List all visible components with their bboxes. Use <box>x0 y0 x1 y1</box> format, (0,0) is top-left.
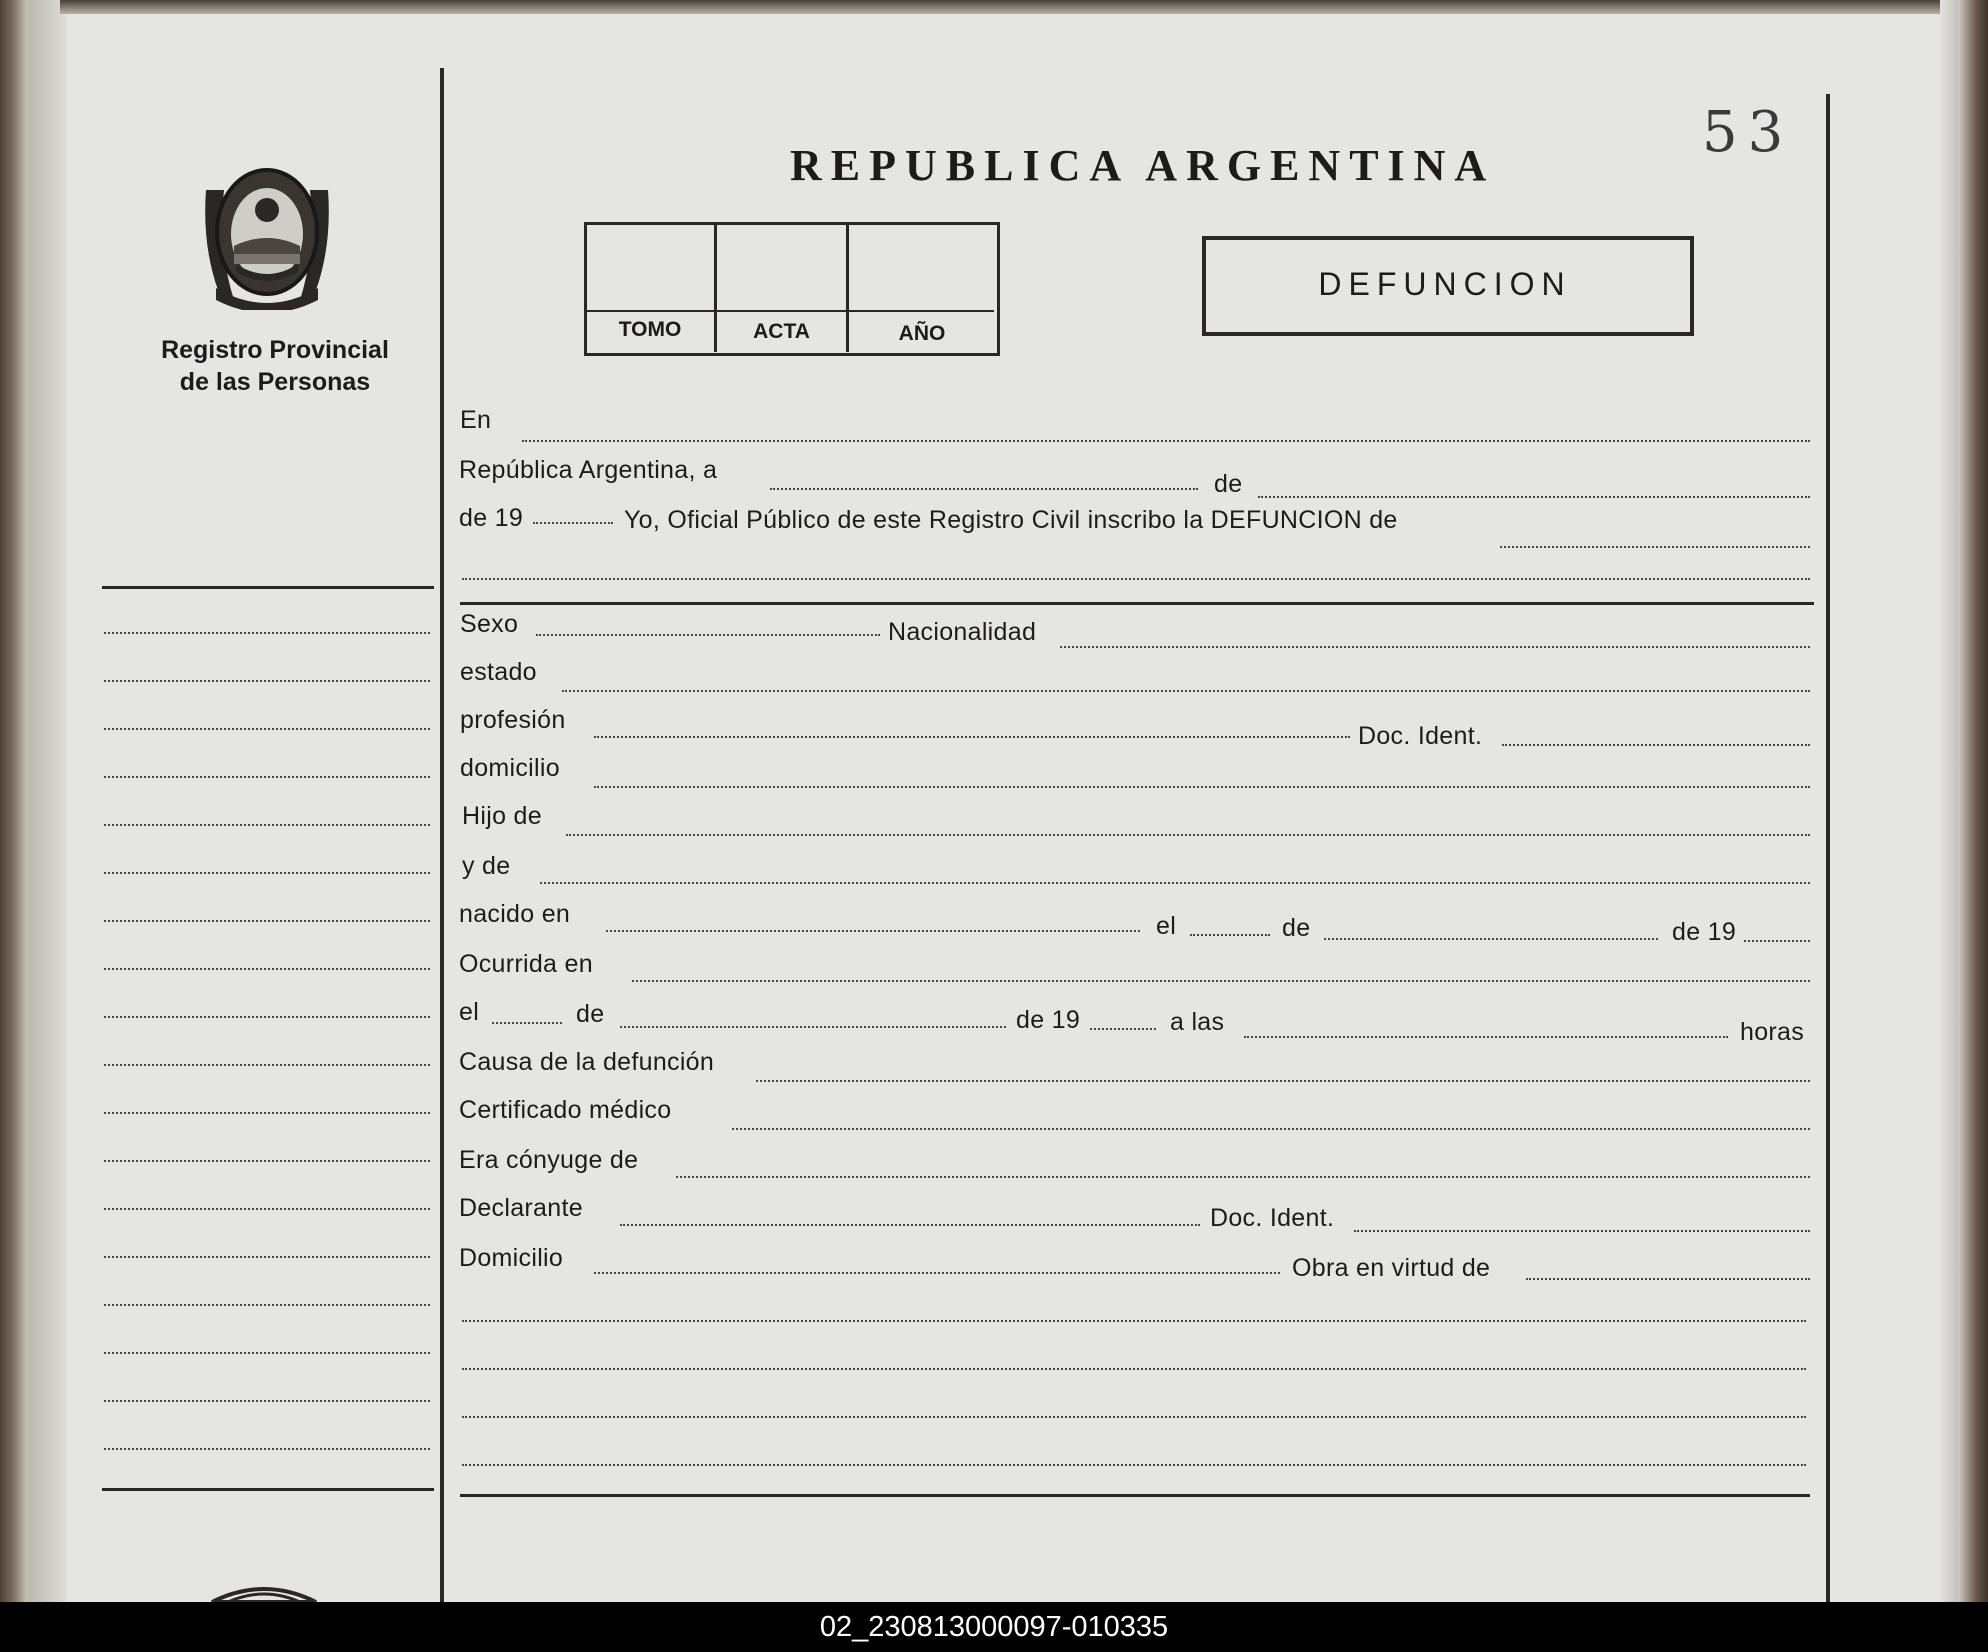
registry-line-1: Registro Provincial <box>161 336 389 364</box>
label-ocurrida-en: Ocurrida en <box>459 950 593 978</box>
label-estado: estado <box>460 658 537 686</box>
label-a-las: a las <box>1170 1008 1225 1036</box>
margin-note-line <box>104 1160 430 1162</box>
field-profesion[interactable] <box>594 736 1350 738</box>
document-type-label: DEFUNCION <box>1318 266 1572 302</box>
field-observaciones-line[interactable] <box>462 1320 1806 1322</box>
record-box-label-line <box>586 310 994 312</box>
field-domicilio-2[interactable] <box>594 1272 1280 1274</box>
margin-note-line <box>104 824 430 826</box>
label-yo: Yo, Oficial Público de este Registro Civil inscribo la DEFUNCION de <box>624 506 1398 534</box>
margin-note-line <box>104 632 430 634</box>
label-domicilio-2: Domicilio <box>459 1244 564 1272</box>
registry-line-2: de las Personas <box>179 368 371 396</box>
label-obra: Obra en virtud de <box>1292 1254 1491 1282</box>
label-en: En <box>460 406 492 434</box>
label-nacido-en: nacido en <box>459 900 571 928</box>
field-observaciones-line[interactable] <box>462 1464 1806 1466</box>
label-el: el <box>1156 912 1177 940</box>
label-profesion: profesión <box>460 706 566 734</box>
label-de-19-2: de 19 <box>1016 1006 1081 1034</box>
field-death-day[interactable] <box>492 1022 562 1024</box>
book-spine <box>0 0 28 1602</box>
margin-note-line <box>104 1256 430 1258</box>
field-day[interactable] <box>770 488 1198 490</box>
provincial-seal-partial <box>208 1584 320 1602</box>
margin-note-line <box>104 1064 430 1066</box>
label-de-19: de 19 <box>1672 918 1737 946</box>
margin-note-line <box>104 1208 430 1210</box>
margin-bottom-rule <box>102 1488 434 1491</box>
field-certificado[interactable] <box>732 1128 1810 1130</box>
tomo-label: TOMO <box>618 318 682 341</box>
margin-note-line <box>104 1112 430 1114</box>
ano-label: AÑO <box>898 322 946 345</box>
label-doc-ident: Doc. Ident. <box>1358 722 1483 750</box>
label-de-month: de <box>1214 470 1243 498</box>
label-certificado: Certificado médico <box>459 1096 672 1124</box>
label-conyuge: Era cónyuge de <box>459 1146 639 1174</box>
label-el-2: el <box>459 998 480 1026</box>
margin-note-line <box>104 1352 430 1354</box>
label-de-2: de <box>576 1000 605 1028</box>
label-de: de <box>1282 914 1311 942</box>
field-observaciones-line[interactable] <box>462 1416 1806 1418</box>
label-causa: Causa de la defunción <box>459 1048 715 1076</box>
label-nacionalidad: Nacionalidad <box>888 618 1037 646</box>
field-birth-month[interactable] <box>1324 938 1658 940</box>
field-death-year[interactable] <box>1090 1028 1156 1030</box>
field-estado[interactable] <box>562 690 1810 692</box>
provincial-seal <box>194 150 340 310</box>
margin-note-line <box>104 1400 430 1402</box>
label-republica: República Argentina, a <box>459 456 718 484</box>
page-right-edge <box>1940 0 1958 1602</box>
field-sexo[interactable] <box>536 634 880 636</box>
margin-note-line <box>104 680 430 682</box>
field-death-month[interactable] <box>620 1026 1006 1028</box>
field-month[interactable] <box>1258 496 1810 498</box>
field-deceased-name-cont[interactable] <box>462 578 1810 580</box>
field-nacionalidad[interactable] <box>1060 646 1810 648</box>
field-deceased-name[interactable] <box>1500 546 1810 548</box>
label-horas: horas <box>1740 1018 1805 1046</box>
field-conyuge[interactable] <box>676 1176 1810 1178</box>
field-declarante[interactable] <box>620 1224 1200 1226</box>
margin-note-line <box>104 968 430 970</box>
margin-note-line <box>104 776 430 778</box>
field-domicilio[interactable] <box>594 786 1810 788</box>
label-sexo: Sexo <box>460 610 519 638</box>
field-death-place[interactable] <box>632 980 1810 982</box>
registry-name <box>140 334 410 398</box>
field-causa[interactable] <box>756 1080 1810 1082</box>
previous-page-edge <box>28 0 66 1602</box>
book-top-edge <box>60 0 1960 14</box>
right-border <box>1826 94 1830 1602</box>
field-mother[interactable] <box>540 882 1810 884</box>
field-death-hour[interactable] <box>1244 1036 1728 1038</box>
label-hijo-de: Hijo de <box>462 802 542 830</box>
field-birth-day[interactable] <box>1190 934 1270 936</box>
label-declarante: Declarante <box>459 1194 583 1222</box>
field-place[interactable] <box>522 440 1810 442</box>
field-father[interactable] <box>566 834 1810 836</box>
image-id-caption: 02_230813000097-010335 <box>0 1602 1988 1652</box>
margin-note-line <box>104 1016 430 1018</box>
form-bottom-rule <box>460 1494 1810 1497</box>
field-doc-ident[interactable] <box>1502 744 1810 746</box>
page-title: REPUBLICA ARGENTINA <box>790 141 1496 190</box>
label-de19: de 19 <box>459 504 524 532</box>
margin-note-line <box>104 1304 430 1306</box>
margin-note-line <box>104 872 430 874</box>
field-birthplace[interactable] <box>606 930 1140 932</box>
margin-note-line <box>104 728 430 730</box>
field-observaciones-line[interactable] <box>462 1368 1806 1370</box>
label-y-de: y de <box>462 852 511 880</box>
label-doc-ident-2: Doc. Ident. <box>1210 1204 1335 1232</box>
section-divider <box>460 602 1814 605</box>
book-cover-edge <box>1958 0 1988 1602</box>
margin-top-rule <box>102 586 434 589</box>
margin-divider <box>440 68 444 1602</box>
field-doc-ident-2[interactable] <box>1354 1230 1810 1232</box>
margin-note-line <box>104 1448 430 1450</box>
field-obra[interactable] <box>1526 1278 1810 1280</box>
page-number: 53 <box>1702 100 1794 165</box>
field-birth-year[interactable] <box>1744 940 1810 942</box>
field-year[interactable] <box>533 522 613 524</box>
label-domicilio: domicilio <box>460 754 560 782</box>
margin-note-line <box>104 920 430 922</box>
acta-label: ACTA <box>753 320 810 343</box>
